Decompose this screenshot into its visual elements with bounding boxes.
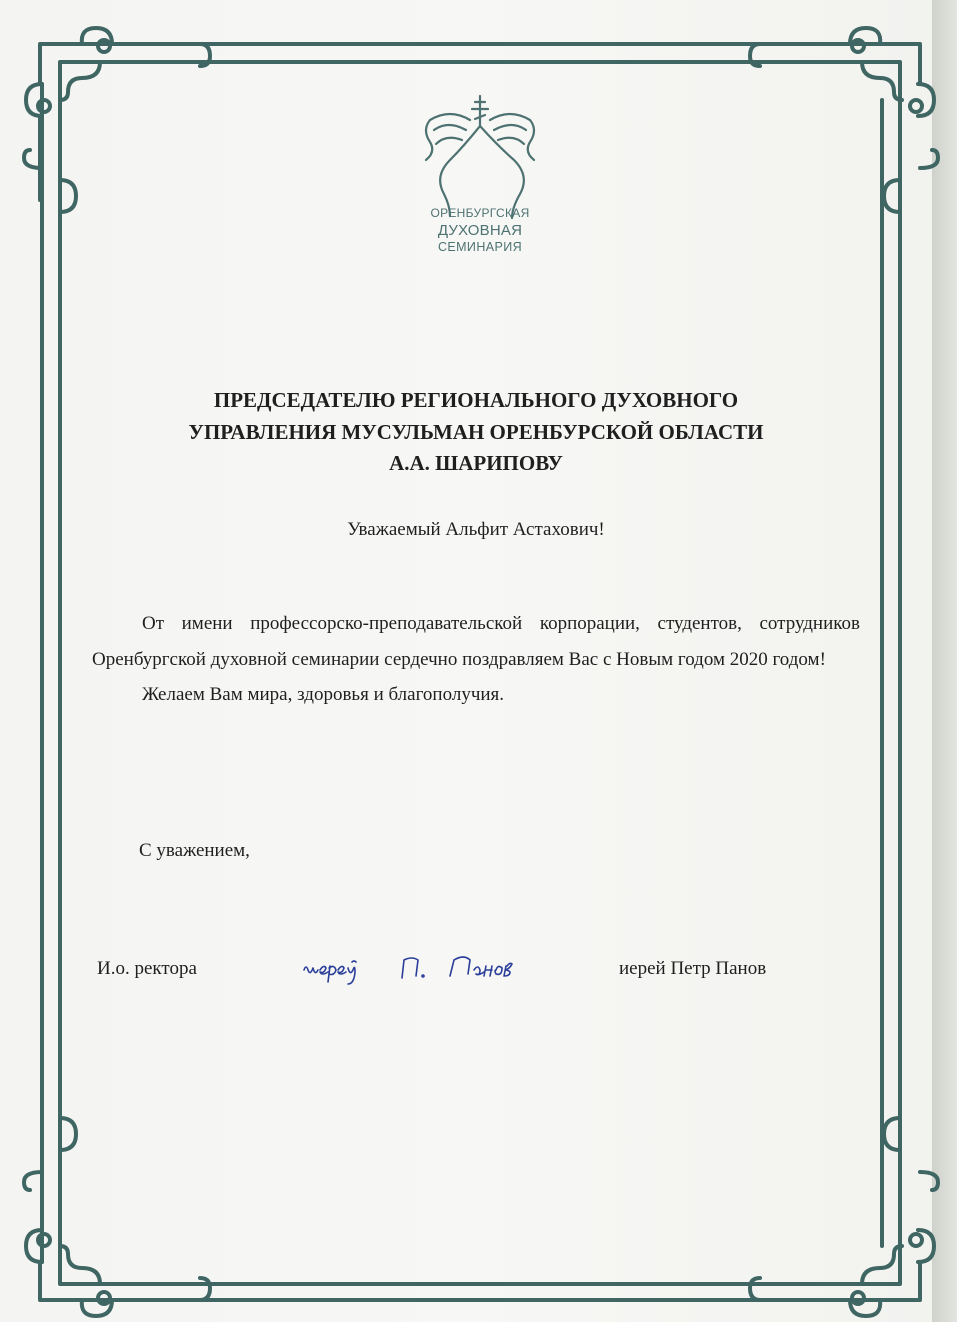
signer-position: И.о. ректора (97, 958, 197, 979)
logo-line-2: ДУХОВНАЯ (437, 222, 523, 239)
greeting: Уважаемый Альфит Астахович! (347, 519, 605, 540)
seminary-logo-text (400, 205, 560, 256)
addressee-line: А.А. ШАРИПОВУ (389, 451, 563, 475)
signer-name: иерей Петр Панов (619, 958, 767, 979)
letter-body (92, 606, 860, 713)
addressee-block (120, 385, 832, 480)
logo-line-1: ОРЕНБУРГСКАЯ (430, 206, 530, 220)
addressee-line: ПРЕДСЕДАТЕЛЮ РЕГИОНАЛЬНОГО ДУХОВНОГО (213, 388, 739, 412)
body-paragraph: Желаем Вам мира, здоровья и благополучия. (142, 684, 505, 705)
body-paragraph: От имени профессорско-преподавательской корпорации, студентов, сотрудников Оренбургской духовной семинарии сердечно поздравляем Вас с Новым годом 2020 годом! (92, 613, 860, 670)
handwritten-signature (298, 940, 538, 990)
addressee-line: УПРАВЛЕНИЯ МУСУЛЬМАН ОРЕНБУРСКОЙ ОБЛАСТИ (188, 419, 764, 444)
closing: С уважением, (139, 840, 250, 861)
logo-line-3: СЕМИНАРИЯ (437, 240, 523, 254)
